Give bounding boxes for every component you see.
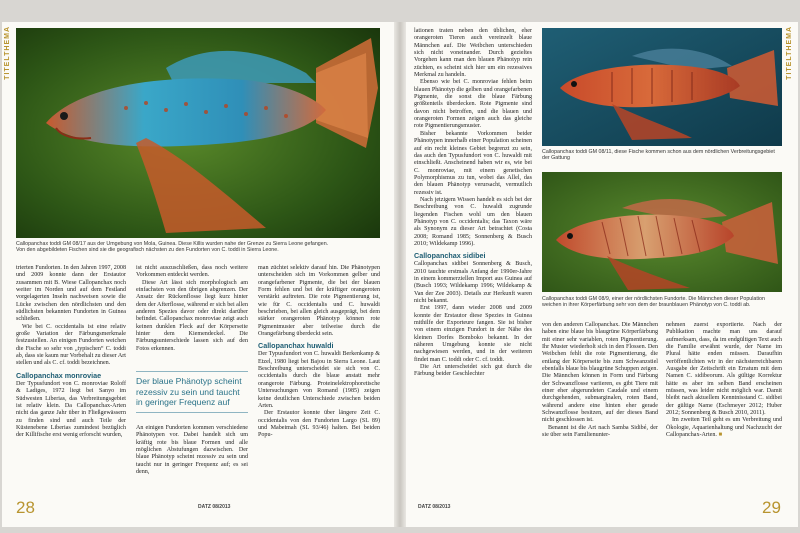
paragraph: von den anderen Callopanchax. Die Männchen haben eine blaue bis blaugrüne Körperfärbung mit einer sehr variablen, roten Pigmentierung. Ihr Muster wiederholt sich in den Flossen. Den Weibchen fehlt die rote Pigmentierung, die entlang der Körperseite bis zum Schwanzstiel ebenfalls blaue bis blaugrüne Schuppen zeigen. Die Männchen können in Form und Färbung der Schwanzflosse variieren, es gibt Tiere mit einer eher abgerundeten Caudale und einem durchgehenden, submarginalen, roten Band, während andere eine hinten eher gerade Schwanzflosse besitzen, auf der dieses Band nicht geschlossen ist. (542, 322, 658, 424)
photo-caption (16, 241, 380, 254)
paragraph: Callopanchax sidibei Sonnenberg & Busch, 2010 tauchte erstmals Anfang der 1990er-Jahre in einem kommerziellen Import aus Guinea auf (Busch 1993; Wildekamp 1996; Wildekamp & Van der Zee 2003). Details zur Herkunft waren nicht bekannt. (414, 261, 532, 305)
paragraph: Erst 1997, dann wieder 2008 und 2009 konnte der Erstautor diese Spezies in Guinea mithilfe der Exporteure fangen. Sie ist bisher von einem einzigen Fundort in der Nähe des kleinen Dorfes Bomboko bekannt. In der näheren Umgebung konnte sie nicht nachgewiesen werden, und in der weiteren findet man C. toddi oder C. cf. toddi. (414, 305, 532, 363)
caption-line: Von den abgebildeten Fischen sind sie die geografisch nächsten zu den Fundorten von C. toddi in Sierra Leone. (16, 247, 279, 254)
paragraph: Ebenso wie bei C. monroviae fehlen beim blauen Phänotyp die gelben und orangefarbenen Pigmente, die sonst die blaue Färbung größtenteils überdecken. Rote Pigmente sind davon nicht betroffen, und die blauen und orangeroten Formen zeigen auch das gleiche rote Pigmentierungsmuster. (414, 79, 532, 130)
paragraph: Bisher bekannte Vorkommen beider Phänotypen innerhalb einer Population scheinen auf ein recht kleines Gebiet begrenzt zu sein, das auch den Typusfundort von C. huwaldi mit einschließt. Anscheinend haben wir es, wie bei C. monroviae, mit einem genetischen Polymorphismus zu tun, wobei das Allel, das den blauen Phänotyp verursacht, vermutlich rezessiv ist. (414, 130, 532, 196)
paragraph: Nach jetzigem Wissen handelt es sich bei der Beschreibung von C. huwaldi zugrunde liegenden Fischen wohl um den blauen Phänotyp von C. occidentalis; das Taxon wäre als Synonym zu dieser Art betrachtet (Costa 2008; Romand 1985; Sonnenberg & Busch 2010; Wildekamp 1996). (414, 196, 532, 247)
paragraph: lationen traten neben den üblichen, eher orangeroten Tieren auch vereinzelt blaue Männchen auf. Die Weibchen unterschieden sich nicht voneinander. Durch gezieltes Vorgehen kann man den blauen Phänotyp rein züchten, es scheint sich hier um ein rezessives Merkmal zu handeln. (414, 28, 532, 79)
paragraph: Der Typusfundort von C. huwaldi Berkenkamp & Etzel, 1980 liegt bei Bajou in Sierra Leone. Laut Beschreibung unterscheidet sie sich von C. occidentalis durch die blaue anstatt mehr orangerote Färbung. Proteinelektrophoretische Untersuchungen von Romand (1985) zeigen keine deutlichen Unterschiede zwischen beiden Arten. (258, 351, 380, 409)
section-label: TITELTHEMA (4, 26, 11, 80)
text-column-1 (16, 265, 126, 440)
paragraph: ist nicht auszuschließen, dass noch weitere Vorkommen entdeckt werden. (136, 265, 248, 279)
paragraph-text: Im zweiten Teil geht es um Verbreitung und Ökologie, Aquarienhaltung und Nachzucht der Callopanchax-Arten. (666, 417, 782, 439)
right-page (406, 22, 798, 527)
paragraph: nehmen zuerst exportierte. Nach der Publikation machte man uns darauf aufmerksam, dass, da im endgültigen Text auch die Familie erwähnt wurde, der Name im Plural hätte enden müssen. Daraufhin veröffentlichten wir in der nächsterreichbaren Ausgabe der Zeitschrift ein Erratum mit dem Namen C. sidibeorum. Als gültige Korrektur hätte es aber im selben Band erscheinen müssen, was leider nicht möglich war. Damit bleibt nach aktuellem Kenntnisstand C. sidibei der gültige Name (Eschmeyer 2012; Huber 2012; Sonnenberg & Busch 2010, 2011). (666, 322, 782, 417)
fish-photo-top (542, 28, 782, 146)
footer-issue: DATZ 08/2013 (198, 504, 231, 510)
subheading: Callopanchax monroviae (16, 370, 102, 380)
text-column-3 (666, 322, 782, 440)
text-column-1 (414, 28, 532, 379)
fish-photo-main (16, 28, 380, 238)
left-page (2, 22, 394, 527)
page-number: 29 (762, 498, 781, 517)
paragraph: man züchtet selektiv darauf hin. Die Phänotypen unterscheiden sich im Vorkommen gelber und orangefarbener Pigmente, die bei der blauen Form fehlen und bei der kräftiger orangeroten verstärkt auftreten. Die rote Pigmentierung ist, wie für C. occidentalis und C. huwaldi beschrieben, bei allen gleich ausgeprägt, bei dem stärker orangeroten Phänotyp können rote Pigmentmuster aber teilweise durch die Orangefärbung überdeckt sein. (258, 265, 380, 338)
paragraph: trierten Fundorten. In den Jahren 1997, 2008 und 2009 konnte dann der Erstautor zusammen mit B. Wiese Callopanchax noch weiter im Norden und auf dem Festland vorgelagerten Inseln nachweisen sowie die Lücke zwischen den nördlichsten und den südlichsten bekannten Fundorten in Guinea schließen. (16, 265, 126, 323)
book-spine (394, 22, 406, 527)
text-column-2 (542, 322, 658, 440)
photo-caption-top: Callopanchax toddi GM 08/11, diese Fische kommen schon aus dem nördlichen Verbreitungsgebiet der Gattung (542, 149, 775, 162)
text-column-3 (258, 265, 380, 440)
text-column-2 (136, 265, 248, 353)
paragraph: Die Art unterscheidet sich gut durch die Färbung beider Geschlechter (414, 364, 532, 378)
photo-caption-bottom: Callopanchax toddi GM 08/9, einer der nördlichsten Fundorte. Die Männchen dieser Population weichen in ihrer Körperfärbung sehr von dem der braunblauen Phänotyp von C. toddi ab. (542, 296, 765, 309)
paragraph (666, 417, 782, 439)
fish-photo-bottom (542, 172, 782, 292)
paragraph: Wie bei C. occidentalis ist eine relativ große Variation der Färbungsmerkmale festzustellen. An einigen Fundorten weichen die Fische so sehr von „typischen“ C. toddi ab, dass sie kaum nur Vorbehalt zu dieser Art stellen und als C. cf. toddi bezeichnen. (16, 323, 126, 367)
paragraph: Benannt ist die Art nach Samba Sidibé, der sie über sein Familienunter- (542, 424, 658, 439)
section-label: TITELTHEMA (786, 26, 793, 80)
footer-issue: DATZ 08/2013 (418, 504, 451, 510)
caption-line: Callopanchax toddi GM 08/17 aus der Umgebung von Mola, Guinea. Diese Killis wurden nahe der Grenze zu Sierra Leone gefangen. (16, 241, 329, 247)
paragraph: Der Typusfundort von C. monroviae Roloff & Ladiges, 1972 liegt bei Sanyo im Südwesten Liberias, das Verbreitungsgebiet ist relativ klein. Da Callopanchax-Arten nicht das ganze Jahr über in Fließgewässern zu finden sind und auch Teile der Küstenebene Liberias zumindest bezüglich der Killifische erst wenig erforscht wurden, (16, 380, 126, 439)
paragraph: An einigen Fundorten kommen verschiedene Phänotypen vor. Dabei handelt sich um kräftig rote bis blaue Formen und alle möglichen Abstufungen dazwischen. Der blaue Phänotyp scheint rezessiv zu sein und taucht nur in geringer Frequenz auf; es sei denn, (136, 425, 248, 476)
end-square-icon: ■ (718, 432, 723, 439)
page-number: 28 (16, 498, 35, 517)
paragraph: Diese Art lässt sich morphologisch am einfachsten von den übrigen abgrenzen. Der Ansatz der Rückenflosse liegt kurz hinter dem der Afterflosse, während er sich bei allen anderen Spezies davor oder direkt darüber befindet. Callopanchax monroviae zeigt auch keinen dunklen Fleck auf der Körperseite hinter dem Kiemendeckel. Die Färbungsunterschiede lassen sich auf den Fotos erkennen. (136, 279, 249, 352)
paragraph: Der Erstautor konnte über längere Zeit C. occidentalis von den Fundorten Largo (SL 89) und Mabeimah (SL 93/46) halten. Bei beiden Popu- (258, 410, 380, 439)
pull-quote: Der blaue Phänotyp scheint rezessiv zu sein und taucht in geringer Frequenz auf (136, 371, 248, 413)
subheading: Callopanchax huwaldi (258, 341, 334, 351)
subheading: Callopanchax sidibei (414, 251, 486, 261)
text-column-2b (136, 425, 248, 476)
